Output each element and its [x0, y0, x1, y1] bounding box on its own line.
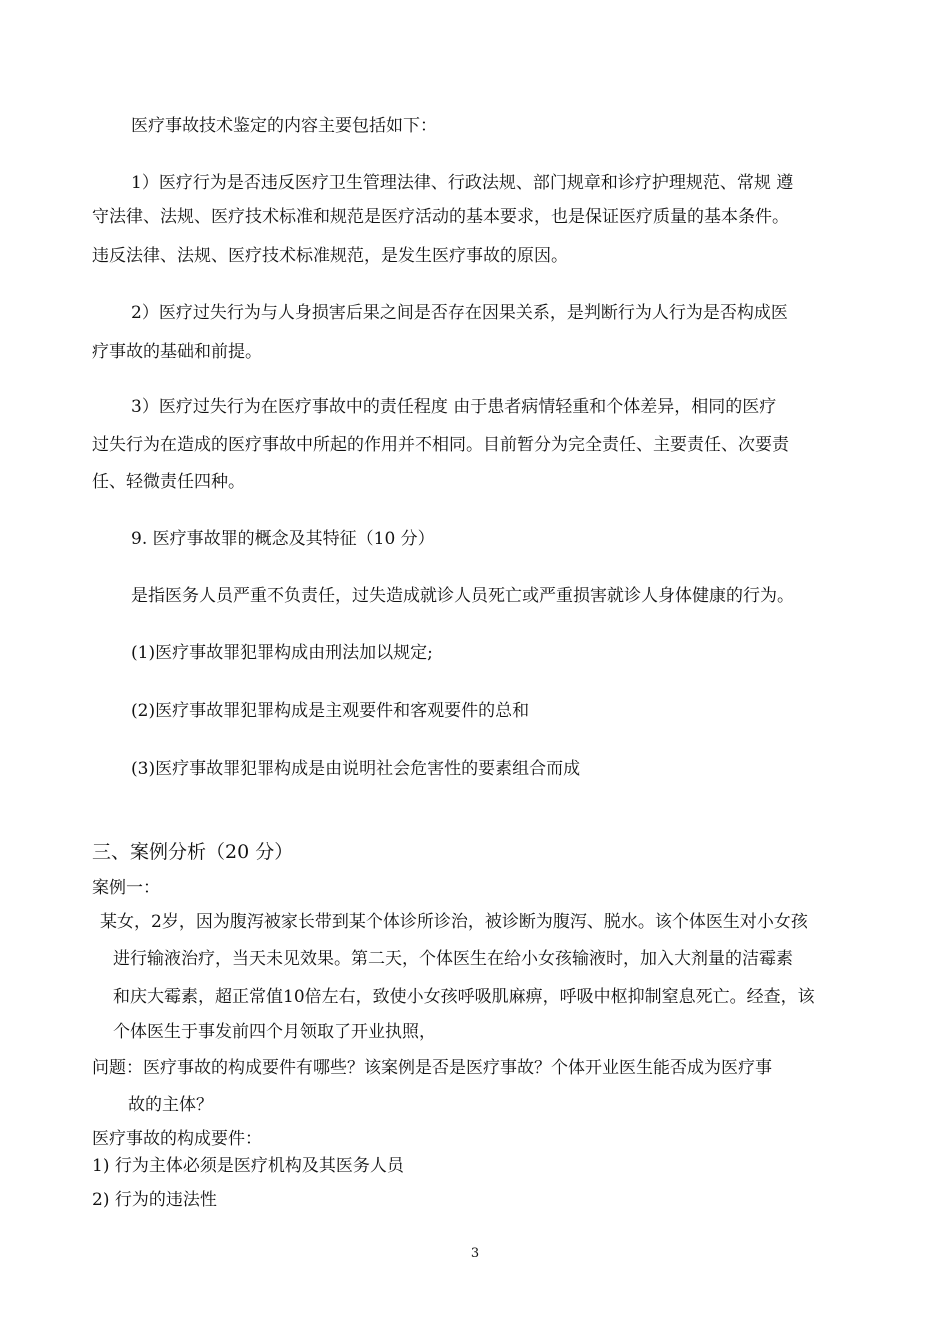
- elements-title: 医疗事故的构成要件：: [92, 1129, 262, 1149]
- case1-line2: 进行输液治疗，当天未见效果。第二天，个体医生在给小女孩输液时，加入大剂量的洁霉素: [113, 949, 793, 969]
- item2-line2: 疗事故的基础和前提。: [92, 342, 262, 362]
- item3-line2: 过失行为在造成的医疗事故中所起的作用并不相同。目前暂分为完全责任、主要责任、次要责: [92, 435, 789, 455]
- item1-line1: 1）医疗行为是否违反医疗卫生管理法律、行政法规、部门规章和诊疗护理规范、常规 遵: [131, 173, 794, 193]
- element-item2: 2) 行为的违法性: [92, 1190, 217, 1210]
- item3-line1: 3）医疗过失行为在医疗事故中的责任程度 由于患者病情轻重和个体差异，相同的医疗: [131, 397, 777, 417]
- question9-point3: (3)医疗事故罪犯罪构成是由说明社会危害性的要素组合而成: [131, 759, 581, 779]
- item2-line1: 2）医疗过失行为与人身损害后果之间是否存在因果关系，是判断行为人行为是否构成医: [131, 303, 788, 323]
- question9-point2: (2)医疗事故罪犯罪构成是主观要件和客观要件的总和: [131, 701, 530, 721]
- item1-line3: 违反法律、法规、医疗技术标准规范，是发生医疗事故的原因。: [92, 246, 568, 266]
- element-item1: 1) 行为主体必须是医疗机构及其医务人员: [92, 1156, 404, 1176]
- section3-title: 三、案例分析（20 分）: [92, 841, 294, 863]
- item3-line3: 任、轻微责任四种。: [92, 472, 245, 492]
- question9-point1: (1)医疗事故罪犯罪构成由刑法加以规定;: [131, 643, 433, 663]
- case1-label: 案例一：: [92, 878, 160, 898]
- case1-line1: 某女，2岁，因为腹泻被家长带到某个体诊所诊治，被诊断为腹泻、脱水。该个体医生对小女孩: [100, 912, 808, 932]
- case1-line4: 个体医生于事发前四个月领取了开业执照，: [113, 1022, 436, 1042]
- question9-definition: 是指医务人员严重不负责任，过失造成就诊人员死亡或严重损害就诊人身体健康的行为。: [131, 586, 794, 606]
- case1-line3: 和庆大霉素，超正常值10倍左右，致使小女孩呼吸肌麻痹，呼吸中枢抑制窒息死亡。经查，该: [113, 987, 815, 1007]
- intro-text: 医疗事故技术鉴定的内容主要包括如下：: [131, 116, 437, 136]
- question-line2: 故的主体？: [128, 1095, 213, 1115]
- question9-title: 9. 医疗事故罪的概念及其特征（10 分）: [131, 529, 435, 549]
- page-number: 3: [470, 1246, 480, 1261]
- question-line1: 问题：医疗事故的构成要件有哪些？该案例是否是医疗事故？个体开业医生能否成为医疗事: [92, 1058, 772, 1078]
- item1-line2: 守法律、法规、医疗技术标准和规范是医疗活动的基本要求，也是保证医疗质量的基本条件。: [92, 207, 789, 227]
